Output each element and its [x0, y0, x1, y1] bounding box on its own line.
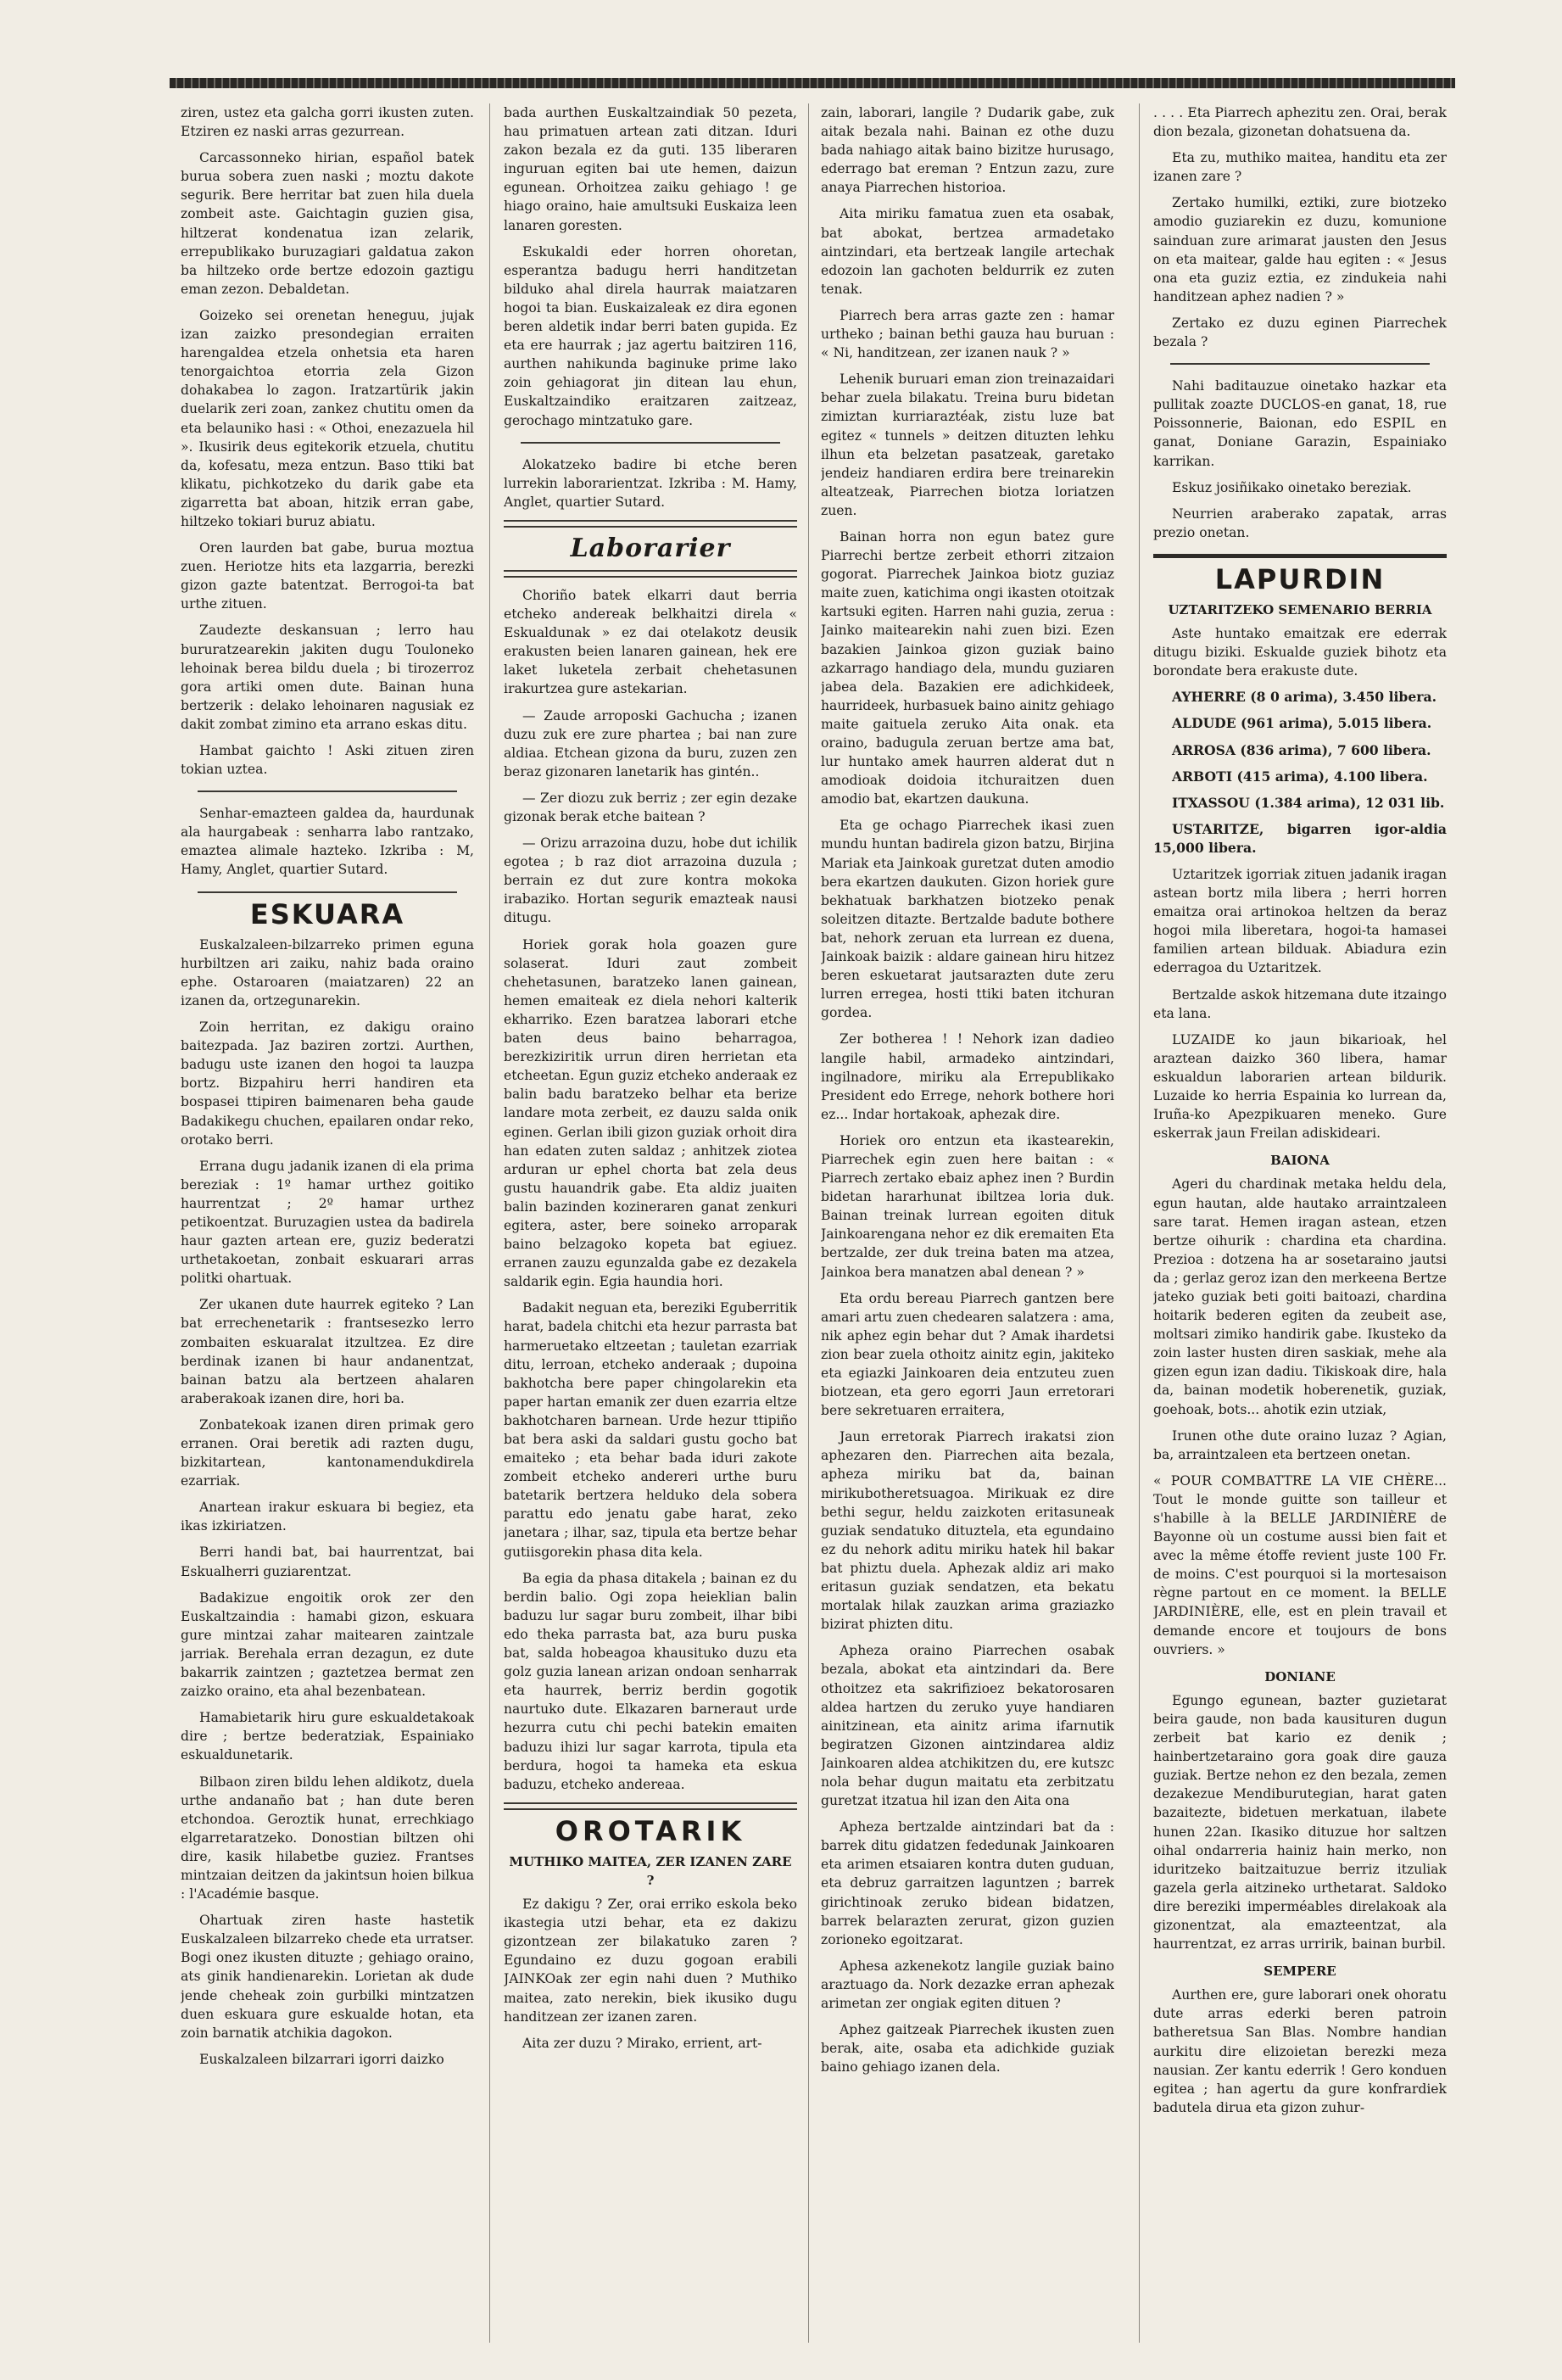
paragraph: Horiek gorak hola goazen gure solaserat. Iduri zaut zombeit chehetasunen, baratzeko lanen gainean, hemen emaiteak ez diela nehori kalterik ekharriko. Ezen baratzea laborari etche baten deus baino beharragoa, berezkiziritik urrun diren herrietan eta etcheetan. Egun guziz etcheko anderaak ez balin badu baratzeko belhar eta berize landare mota zerbeit, ez dauzu salda onik eginen. Gerlan ibili gizon guziak orhoit dira han edaten zuten saldaz ; anhitzek ziotea arduran ur ephel chorta bat zela deus gustu hauandrik gabe. Eta aldiz juaiten balin bazinden kozineraren ganat zenkuri egitera, aster, bere soineko arroparak baino belzagoko kopeta bat egiuez. erranen zauzu egunzalda gabe ez dezakela saldarik egin. Egia haundia hori. [504, 936, 797, 1290]
paragraph: Irunen othe dute oraino luzaz ? Agian, ba, arraintzaleen eta bertzeen onetan. [1153, 1427, 1447, 1462]
paragraph: Lehenik buruari eman zion treinazaidari behar zuela bilakatu. Treina buru bidetan zimiztan kurriaraztéak, zistu luze bat egitez « tunnels » deitzen dituzten lehku ilhun eta belzetan pasatzeak, garetako jendeiz handiaren erdira bere treinarekin alteatzeak, Piarrechen biotza loriatzen zuen. [821, 372, 1114, 518]
donation-line: ALDUDE (961 arima), 5.015 libera. [1172, 715, 1432, 732]
paragraph: Aste huntako emaitzak ere ederrak ditugu biziki. Eskualde guziek bihotz eta borondate bera erakuste dute. [1153, 626, 1447, 679]
heading-rule [504, 1802, 797, 1810]
subheading: UZTARITZEKO SEMENARIO BERRIA [1168, 601, 1432, 617]
paragraph: Egungo egunean, bazter guzietarat beira gaude, non bada kausituren dugun zerbeit bat kario ez denik ; hainbertzetaraino gora goak dire gauza guziak. Bertze nehon ez den bezala, zemen dezakezue Mendiburutegian, harat gaten bazaitezte, bidetuen merkatuan, ilabete hunen 22an. Ikasiko dituzue hor saltzen oihal ondarreria hainiz hain merko, non iduritzeko baitzaituzue berriz itzuliak gazela gerla aitzineko urthetarat. Saldoko dire bereziki imperméables direlakoak ala gizonentzat, ala emazteentzat, ala haurrentzat, ez arras urririk, bainan burbil. [1153, 1692, 1447, 1953]
paragraph: Zoin herritan, ez dakigu oraino baitezpada. Jaz baziren zortzi. Aurthen, badugu uste izanen den hogoi ta lauzpa bortz. Bizpahiru herri handiren eta bospasei ttipiren baimenaren beha gaude Badakikegu chuchen, epailaren ondar reko, orotako berri. [181, 1020, 474, 1148]
heading-eskuara: ESKUARA [249, 897, 405, 930]
paragraph: Badakit neguan eta, bereziki Eguberritik harat, badela chitchi eta hezur parrasta bat harmeruetako eltzeetan ; tauletan ezarriak ditu, lerroan, etcheko anderaak ; dupoina bakhotcha bere paper chingolarekin eta paper hartan emanik zer duen ezarria eltze bakhotcharen barnean. Urde hezur ttipiño bat bera aski da saldari gustu gocho bat emaiteko ; eta behar bada iduri zakote zombeit etcheko andereri urthe buru batetarik bertzera helduko dela sobera parattu edo jenatu gabe harat, zeko janetara ; ilhar, saz, tipula eta bertze behar gutiisgorekin phasa dita kela. [504, 1300, 797, 1560]
paragraph: Bainan horra non egun batez gure Piarrechi bertze zerbeit ethorri zitzaion gogorat. Piarrechek Jainkoa biotz guziaz maite zuen, katichima ongi ikasten otoitzak kartsuki egiten. Harren nahi guzia, zerua : Jainko maitearekin nahi zuen bizi. Ezen bazakien Jainkoa gizon guziak baino azkarrago handiago dela, mundu guziaren jabea dela. Bazakien ere adichkideek, haurrideek, hurbasuek baino ainitz gehiago maite gaituela zeruko Aita onak. eta oraino, badugula zeruan bertze ama bat, lur huntako amek haurren alderat dut n amodioak doidoia itchuraitzen duen amodio bat, ekartzen daukuna. [821, 528, 1114, 807]
paragraph: Aphesa azkenekotz langile guziak baino araztuago da. Nork dezazke erran aphezak arimetan zer ongiak egiten dituen ? [821, 1958, 1114, 2011]
paragraph: Ba egia da phasa ditakela ; bainan ez du berdin balio. Ogi zopa heieklian balin baduzu lur sagar buru zombeit, ilhar bibi edo theka parrasta bat, aza buru puska bat, salda hobeagoa khausituko duzu eta golz guzia lanean arizan ondoan senharrak eta haurrek, berriz berdin gogotik naurtuko dute. Elkazaren barneraut urde hezurra cutu chi pechi batekin emaiten baduzu ihizi lur sagar karrota, tipula eta berdura, hogoi ta hameka eta eskua baduzu, etcheko andereaa. [504, 1570, 797, 1792]
paragraph: Eta zu, muthiko maitea, handitu eta zer izanen zare ? [1153, 150, 1447, 185]
paragraph: Ageri du chardinak metaka heldu dela, egun hautan, alde hautako arraintzaleen sare tarat. Hemen iragan astean, etzen bertze oihurik : chardina eta chardina. Prezioa : dotzena ha ar sosetaraino jautsi da ; gerlaz geroz izan den merkeena Bertze jateko guziak beti goiti baitoazi, chardina hoitarik bederen egiten da zeubeit ase, moltsari zimiko handirik gabe. Ikusteko da zoin laster husten diren saskiak, mehe ala gizen egun izan dadiu. Tikiskoak dire, hala da, bainan modetik hoberenetik, guziak, goehoak, bots... ahotik ezin utziak, [1153, 1176, 1447, 1417]
paragraph: — Zaude arroposki Gachucha ; izanen duzu zuk ere zure phartea ; bai nan zure aldiaa. Etchean gizona da buru, zuzen zen beraz gizonaren lanetarik has gintén.. [504, 707, 797, 779]
paragraph: Ohartuak ziren haste hastetik Euskalzaleen bilzarreko chede eta urratser. Bogi onez ikusten dituzte ; gehiago oraino, ats ginik handienarekin. Lorietan ak dude jende cheheak zoin gurbilki mintzatzen duen eskuara gure eskualde hotan, eta zoin barnatik atchikia dagokon. [181, 1913, 474, 2041]
notice-paragraph: Alokatzeko badire bi etche beren lurrekin laborarientzat. Izkriba : M. Hamy, Anglet, quartier Sutard. [504, 456, 797, 510]
paragraph: Errana dugu jadanik izanen di ela prima bereziak : 1º hamar urthez goitiko haurrentzat ; 2º hamar urthez petikoentzat. Buruzagien ustea da badirela haur gazten artean ere, guziz bederatzi urthetakoetan, zonbait eskuarari arras politki ohartuak. [181, 1158, 474, 1287]
paragraph: Apheza oraino Piarrechen osabak bezala, abokat eta aintzindari da. Bere othoitzez eta sakrifizioez bekatorosaren aldea hartzen du zeruko yuye handiaren ainitzinean, eta ainitz arima ifarnutik begiratzen Gizonen aintzindarea aldiz Jainkoaren aldea atchikitzen du, ere kutszc nola behar dugun maitatu eta zerbitzatu guretzat itzatua hil izan den Aita ona [821, 1643, 1114, 1809]
column-4 [1153, 103, 1447, 2343]
paragraph: — Zer diozu zuk berriz ; zer egin dezake gizonak berak etche baitean ? [504, 790, 797, 824]
paragraph: Ez dakigu ? Zer, orai erriko eskola beko ikastegia utzi behar, eta ez dakizu gizontzean zer bilakatuko zaren ? Egundaino ez duzu gogoan erabili JAINKOak zer egin nahi duen ? Muthiko maitea, zato nerekin, biek ikusiko dugu handitzean zer izanen zaren. [504, 1897, 797, 2025]
donation-line: USTARITZE, bigarren igor-aldia 15,000 libera. [1153, 820, 1447, 856]
paragraph: Zer botherea ! ! Nehork izan dadieo langile habil, armadeko aintzindari, ingilnadore, miriku ala Errepublikako President edo Errege, nehork bothere hori ez... Indar hortakoak, aphezak dire. [821, 1031, 1114, 1122]
paragraph: Bilbaon ziren bildu lehen aldikotz, duela urthe andanaño bat ; han dute beren etchondoa. Geroztik hunat, errechkiago elgarretaratzeko. Donostian biltzen ohi dire, kasik hilabetbe guziez. Frantses mintzaian deitzen da jakintsun hoien bilkua : l'Académie basque. [181, 1774, 474, 1902]
paragraph: Goizeko sei orenetan heneguu, jujak izan zaizko presondegian erraiten harengaldea etzela onhetsia eta haren tenorgaichtoa etorria zela Gizon dohakabea lo zagon. Iratzartürik jakin duelarik zeri zoan, zankez chutitu omen da eta belauniko hasi : « Othoi, enezazuela hil ». Ikusirik deus egitekorik etzuela, chutitu da, kofesatu, meza entzun. Baso ttiki bat klikatu, pichkotzeko du darik gabe eta zigarretta bat aboan, hitzik erran gabe, hiltzeko tokiari buruz abiatu. [181, 307, 474, 529]
advert-paragraph: Nahi baditauzue oinetako hazkar eta pullitak zoazte DUCLOS-en ganat, 18, rue Poissonnerie, Baionan, edo ESPIL en ganat, Doniane Garazin, Espainiako karrikan. [1153, 378, 1447, 469]
section-separator [521, 442, 780, 444]
heading-rule [1153, 554, 1447, 558]
paragraph: Zertako ez duzu eginen Piarrechek bezala ? [1153, 315, 1447, 350]
paragraph: Hambat gaichto ! Aski zituen ziren tokian uztea. [181, 743, 474, 778]
paragraph: Zertako humilki, eztiki, zure biotzeko amodio guziarekin ez duzu, komunione sainduan zure arimarat jausten den Jesus on eta maitear, galde hau egiten : « Jesus ona eta guziz eztia, ez zindukeia nahi handitzean aphez nadien ? » [1153, 195, 1447, 304]
subheading: MUTHIKO MAITEA, ZER IZANEN ZARE ? [509, 1853, 792, 1888]
paragraph: Apheza bertzalde aintzindari bat da : barrek ditu gidatzen fededunak Jainkoaren eta arimen etsaiaren kontra duten guduan, eta debruz garraitzen laguntzen ; barrek girichtinoak zeruko bidean bidatzen, barrek belarazten zerurat, gizon guzien zorioneko egoitzarat. [821, 1819, 1114, 1947]
paragraph: Zonbatekoak izanen diren primak gero erranen. Orai beretik adi razten dugu, bizkitartean, kantonamendukdirela ezarriak. [181, 1416, 474, 1489]
paragraph: Aphez gaitzeak Piarrechek ikusten zuen berak, aite, osaba eta adichkide guziak baino gehiago izanen dela. [821, 2022, 1114, 2076]
paragraph: Bertzalde askok hitzemana dute itzaingo eta lana. [1153, 986, 1447, 1021]
paragraph: Euskalzaleen bilzarrari igorri daizko [199, 2051, 444, 2067]
section-separator [198, 791, 457, 792]
donation-line: ITXASSOU (1.384 arima), 12 031 lib. [1172, 794, 1445, 811]
paragraph: . . . . Eta Piarrech aphezitu zen. Orai, berak dion bezala, gizonetan dohatsuena da. [1153, 105, 1447, 140]
paragraph: ziren, ustez eta galcha gorri ikusten zuten. Etziren ez naski arras gezurrean. [181, 105, 474, 140]
subheading: SEMPERE [1264, 1964, 1336, 1980]
paragraph: Carcassonneko hirian, español batek burua sobera zuen naski ; moztu dakote segurik. Bere herritar bat zuen hila duela zombeit aste. Gaichtagin guzien gisa, hiltzerat kondenatua izan zelarik, errepublikako buruzagiari galdatua zakon ba hiltzeko orde bertze edozoin gaztigu eman zezon. Debaldetan. [181, 150, 474, 297]
subheading: BAIONA [1270, 1153, 1330, 1169]
heading-orotarik: OROTARIK [555, 1814, 746, 1847]
paragraph: Oren laurden bat gabe, burua moztua zuen. Heriotze hits eta lazgarria, berezki gizon gazte batentzat. Berrogoi-ta bat urthe zituen. [181, 540, 474, 612]
advert-paragraph: Neurrien araberako zapatak, arras prezio onetan. [1153, 506, 1447, 540]
heading-lapurdin: LAPURDIN [1214, 562, 1386, 595]
heading-laborarier: Laborarier [570, 533, 731, 563]
section-separator [198, 891, 457, 893]
donation-line: ARBOTI (415 arima), 4.100 libera. [1172, 768, 1428, 785]
donation-line: ARROSA (836 arima), 7 600 libera. [1172, 741, 1431, 758]
subheading: DONIANE [1264, 1668, 1336, 1684]
column-divider [1139, 103, 1140, 2343]
paragraph: Aita zer duzu ? Mirako, errient, art- [522, 2035, 762, 2051]
paragraph: bada aurthen Euskaltzaindiak 50 pezeta, hau primatuen artean zati ditzan. Iduri zakon bezala ez da guti. 135 liberaren inguruan egiten bai ute hemen, daizun egunean. Orhoitzea zaiku gehiago ! ge hiago oraino, haie amultsuki Euskaiza leen lanaren goresten. [504, 105, 797, 233]
advert-paragraph: Eskuz josiñikako oinetako bereziak. [1172, 479, 1412, 495]
paragraph: Piarrech bera arras gazte zen : hamar urtheko ; bainan bethi gauza hau buruan : « Ni, handitzean, zer izanen nauk ? » [821, 307, 1114, 361]
heading-rule [504, 520, 797, 528]
paragraph: Badakizue engoitik orok zer den Euskaltzaindia : hamabi gizon, eskuara gure mintzai zahar maitearen zaintzale jarriak. Berehala erran dezagun, ez dute bakarrik zaintzen ; gaztetzea bermat zen zaizko oraino, eta ahal bezenbatean. [181, 1589, 474, 1700]
top-decorative-rule [170, 78, 1455, 88]
heading-rule [504, 570, 797, 578]
paragraph: Zer ukanen dute haurrek egiteko ? Lan bat errechenetarik : frantsesezko lerro zombaiten eskuaralat itzultzea. Ez dire berdinak izanen bi haur andanentzat, bainan batzu ala bertzeen ahalaren araberakoak izanen dire, hori ba. [181, 1297, 474, 1406]
column-2 [504, 103, 797, 2343]
paragraph: Uztaritzek igorriak zituen jadanik iragan astean bortz mila libera ; herri horren emaitza orai artinokoa heltzen da beraz hogoi mila liberetara, hogoi-ta hamasei familien artean bilduak. Abiadura ezin ederragoa du Uztaritzek. [1153, 867, 1447, 976]
paragraph: Jaun erretorak Piarrech irakatsi zion aphezaren den. Piarrechen aita bezala, apheza miriku bat da, bainan mirikubotheretsuagoa. Mirikuak ez dire bethi segur, heldu zaizkoten eritasuneak guziak sendatuko dituztela, eta egundaino ez du nehork aditu miriku hatek hil bakar bat phiztu duela. Aphezak aldiz ari mako eritasun guziak sendatzen, eta bekatu mortalak hilak zauzkan arima graziazko bizirat phizten ditu. [821, 1429, 1114, 1633]
paragraph: Eta ge ochago Piarrechek ikasi zuen mundu huntan badirela gizon batzu, Birjina Mariak eta Jainkoak guretzat duten amodio bera ekartzen daukuten. Gizon horiek gure bekhatuak barkhatzen biotzeko penak soleitzen ditazte. Bertzalde badute bothere bat, nehork zeruan eta lurrean ez duena, Jainkoak baizik : aldare gainean hiru hitzez beren eskuetarat jautsarazten dute zeru lurren erregea, hosti ttiki baten itchuran gordea. [821, 818, 1114, 1021]
advert-paragraph: « POUR COMBATTRE LA VIE CHÈRE... Tout le monde guitte son tailleur et s'habille à la BELLE JARDINIÈRE de Bayonne où un costume aussi bien fait et avec la même étoffe revient juste 100 Fr. de moins. C'est pourquoi si la mortesaison règne partout en ce moment. la BELLE JARDINIÈRE, elle, est en plein travail et demande encore et toujours de bons ouvriers. » [1153, 1472, 1447, 1657]
paragraph: — Orizu arrazoina duzu, hobe dut ichilik egotea ; b raz diot arrazoina duzula ; berrain ez dut zure kontra mokoka irabaziko. Hortan segurik emazteak nausi ditugu. [504, 835, 797, 926]
paragraph: Aita miriku famatua zuen eta osabak, bat abokat, bertzea armadetako aintzindari, eta bertzeak langile artechak edozoin lan gachoten beldurrik ez zuten tenak. [821, 206, 1114, 297]
donation-line: AYHERRE (8 0 arima), 3.450 libera. [1172, 689, 1437, 706]
paragraph: Eskukaldi eder horren ohoretan, esperantza badugu herri handitzetan bilduko ahal direla haurrak maiatzaren hogoi ta bian. Euskaizaleak ez dira egonen beren aldetik indar berri baten gupida. Ez eta ere haurrak ; jaz agertu baitziren 116, aurthen nahikunda baginuke prime lako zoin gehiagorat jin ditean lau ehun, Euskaltzaindiko eraitzaren zaitzeaz, gerochago mintzatuko gare. [504, 243, 797, 428]
paragraph: Aurthen ere, gure laborari onek ohoratu dute arras ederki beren patroin batheretsua San Blas. Nombre handian aurkitu dire elizoietan berezki meza nausian. Zer kantu ederrik ! Gero konduen egitea ; han agertu da gure konfrardiek badutela dirua eta gizon zuhur- [1153, 1987, 1447, 2115]
column-divider [808, 103, 809, 2343]
paragraph: Zaudezte deskansuan ; lerro hau bururatzearekin jakiten dugu Touloneko lehoinak berea bildu duela ; bi tirozerroz gora artiki omen dute. Bainan huna bertzerik : delako lehoinaren nagusiak ez dakit zombat zimino eta arrano eskas ditu. [181, 623, 474, 732]
paragraph: zain, laborari, langile ? Dudarik gabe, zuk aitak bezala nahi. Bainan ez othe duzu bada nahiago aitak baino bizitze hurusago, ederrago bat ereman ? Entzun zazu, zure anaya Piarrechen historioa. [821, 105, 1114, 196]
paragraph: Horiek oro entzun eta ikastearekin, Piarrechek egin zuen here baitan : « Piarrech zertako ebaiz aphez inen ? Burdin bidetan hararhunat ibiltzea loria duk. Bainan treinak lurrean egoiten dituk Jainkoarengana nehor ez dik eremaiten Eta bertzalde, zer duk treina baten ma atzea, Jainkoa bera manatzen abal denean ? » [821, 1132, 1114, 1280]
column-divider [489, 103, 490, 2343]
paragraph: Hamabietarik hiru gure eskualdetakoak dire ; bertze bederatziak, Espainiako eskualdunetarik. [181, 1710, 474, 1763]
paragraph: Eta ordu bereau Piarrech gantzen bere amari artu zuen chedearen salatzera : ama, nik aphez egin behar dut ? Amak ihardetsi zion bear zuela othoitz ainitz egin, jakiteko eta egiazki Jainkoaren deia entzuteu zuen biotzean, eta gero egorri Jaun erretorari bere sekretuaren erraitera, [821, 1290, 1114, 1419]
paragraph: Anartean irakur eskuara bi begiez, eta ikas izkiriatzen. [181, 1500, 474, 1534]
paragraph: LUZAIDE ko jaun bikarioak, hel araztean daizko 360 libera, hamar eskualdun laborarien artean bildurik. Luzaide ko herria Espainia ko lurrean da, Iruña-ko Apezpikuaren meneko. Gure eskerrak jaun Freilan adiskideari. [1153, 1031, 1447, 1142]
column-1 [181, 103, 474, 2343]
paragraph: Euskalzaleen-bilzarreko primen eguna hurbiltzen ari zaiku, nahiz bada oraino ephe. Ostaroaren (maiatzaren) 22 an izanen da, ortzegunarekin. [181, 936, 474, 1008]
column-3 [821, 103, 1114, 2343]
paragraph: Berri handi bat, bai haurrentzat, bai Eskualherri guziarentzat. [181, 1545, 474, 1579]
notice-paragraph: Senhar-emazteen galdea da, haurdunak ala haurgabeak : senharra labo rantzako, emaztea alimale hazteko. Izkriba : M, Hamy, Anglet, quartier Sutard. [181, 806, 474, 878]
section-separator [1170, 363, 1430, 365]
paragraph: Choriño batek elkarri daut berria etcheko andereak belkhaitzi direla « Eskualdunak » ez dai otelakotz deusik erakusten beien lanaren gainean, hek ere laket luketela zerbait chehetasunen irakurtzea gure astekarian. [504, 587, 797, 697]
